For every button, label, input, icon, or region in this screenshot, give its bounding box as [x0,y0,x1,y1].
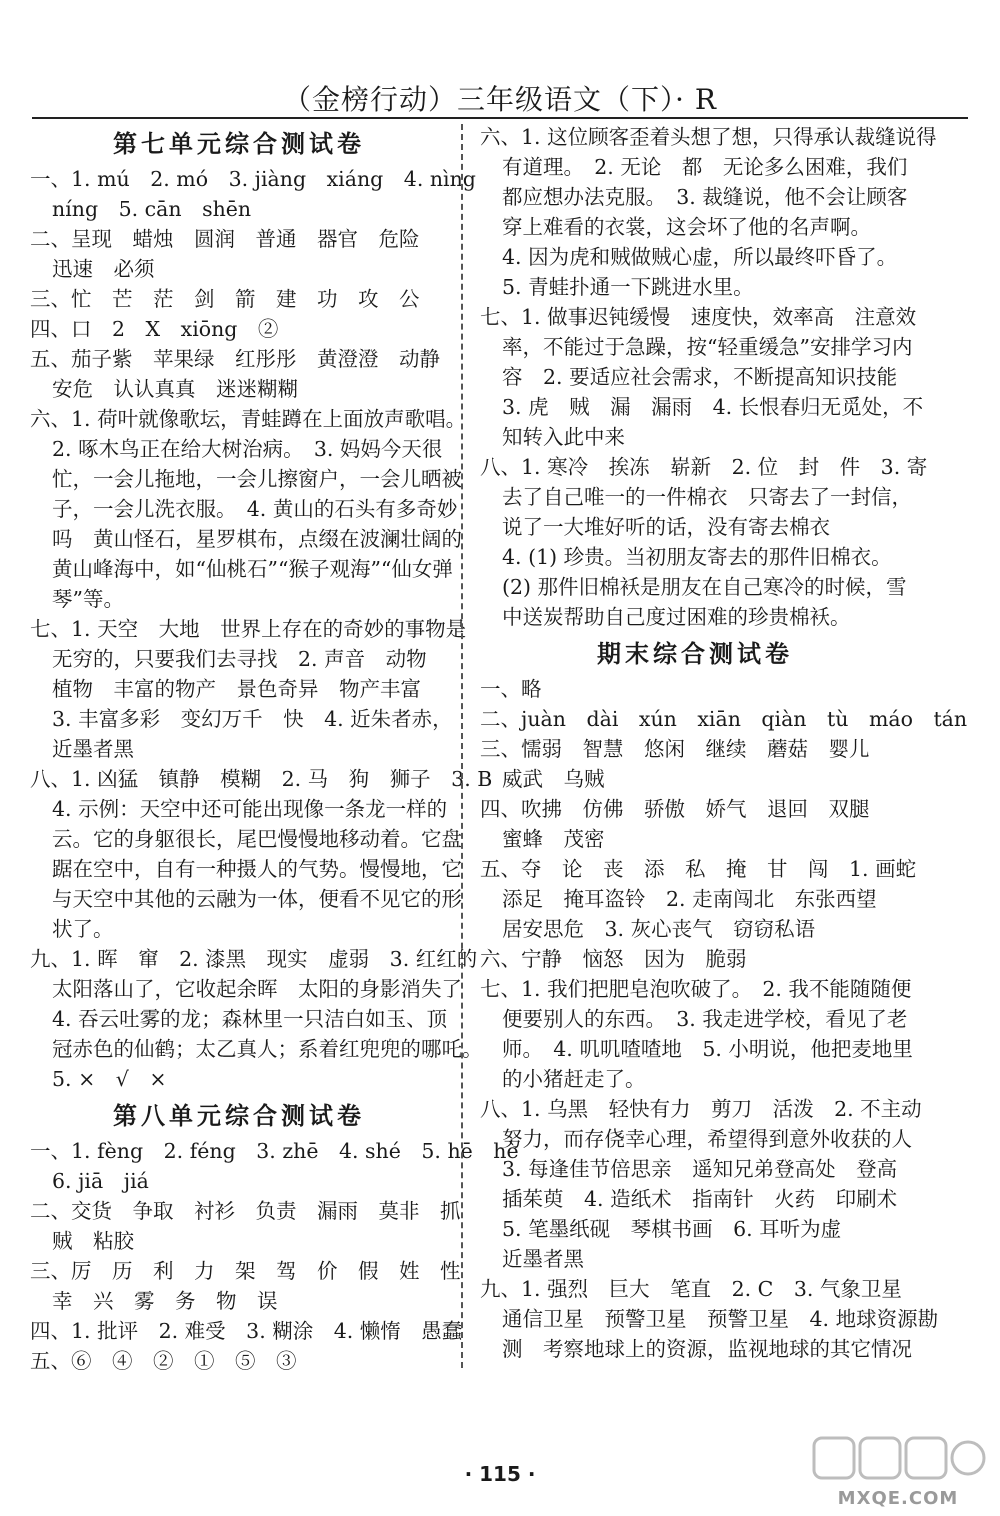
answer-line: 贼 粘胶 [52,1229,134,1253]
answer-line: 说了一大堆好听的话，没有寄去棉衣 [502,515,830,539]
section-body-unit8 [30,1136,519,1376]
answer-line: 4. (1) 珍贵。当初朋友寄去的那件旧棉衣。 [502,545,892,569]
page-number: · 115 · [464,1462,536,1486]
answer-line: 安危 认认真真 迷迷糊糊 [52,377,298,401]
answer-line: 知转入此中来 [502,425,625,449]
answer-line: 云。它的身躯很长，尾巴慢慢地移动着。它盘 [52,827,462,851]
answer-line: 去了自己唯一的一件棉衣 只寄去了一封信， [502,485,912,509]
answer-line: 五、⑥ ④ ② ① ⑤ ③ [30,1349,297,1373]
answer-line: 努力，而存侥幸心理，希望得到意外收获的人 [502,1127,912,1151]
answer-line: 植物 丰富的物产 景色奇异 物产丰富 [52,677,421,701]
section-body-unit7 [30,164,493,1094]
answer-line: (2) 那件旧棉袄是朋友在自己寒冷的时候，雪 [502,575,907,599]
watermark-logo [808,1432,988,1510]
answer-line: 琴”等。 [52,587,124,611]
section-body-final-exam [480,674,968,1364]
answer-line: 的小猪赶走了。 [502,1067,646,1091]
answer-line: 四、吹拂 仿佛 骄傲 娇气 退回 双腿 [480,797,870,821]
answer-line: 3. 每逢佳节倍思亲 遥知兄弟登高处 登高 [502,1157,898,1181]
answer-line: 有道理。 2. 无论 都 无论多么困难，我们 [502,155,908,179]
answer-line: 5. × √ × [52,1067,167,1091]
answer-line: 便要别人的东西。 3. 我走进学校，看见了老 [502,1007,908,1031]
answer-line: 四、口 2 X xiōng ② [30,317,279,341]
answer-line: 八、1. 寒冷 挨冻 崭新 2. 位 封 件 3. 寄 [480,455,928,479]
answer-line: 六、宁静 恼怒 因为 脆弱 [480,947,747,971]
answer-line: 4. 因为虎和贼做贼心虚，所以最终吓昏了。 [502,245,898,269]
answer-line: 添足 掩耳盗铃 2. 走南闯北 东张西望 [502,887,877,911]
answer-line: 七、1. 我们把肥皂泡吹破了。 2. 我不能随随便 [480,977,912,1001]
header-rule [32,117,968,119]
answer-line: 五、茄子紫 苹果绿 红彤彤 黄澄澄 动静 [30,347,440,371]
answer-line: 一、1. mú 2. mó 3. jiàng xiáng 4. nìng [30,167,476,191]
answer-line: 冠赤色的仙鹤；太乙真人；系着红兜兜的哪吒。 [52,1037,483,1061]
answer-line: 六、1. 荷叶就像歌坛，青蛙蹲在上面放声歌唱。 [30,407,467,431]
answer-line: 3. 丰富多彩 变幻万千 快 4. 近朱者赤， [52,707,453,731]
answer-line: 居安思危 3. 灰心丧气 窃窃私语 [502,917,816,941]
answer-line: 太阳落山了，它收起余晖 太阳的身影消失了 [52,977,462,1001]
answer-line: 踞在空中，自有一种摄人的气势。慢慢地，它 [52,857,462,881]
answer-line: 七、1. 天空 大地 世界上存在的奇妙的事物是 [30,617,467,641]
answer-line: 子，一会儿洗衣服。 4. 黄山的石头有多奇妙 [52,497,458,521]
answer-line: 容 2. 要适应社会需求，不断提高知识技能 [502,365,898,389]
answer-line: 吗 黄山怪石，星罗棋布，点缀在波澜壮阔的 [52,527,462,551]
answer-line: 中送炭帮助自己度过困难的珍贵棉袄。 [502,605,851,629]
answer-line: 三、懦弱 智慧 悠闲 继续 蘑菇 婴儿 [480,737,870,761]
answer-line: 通信卫星 预警卫星 预警卫星 4. 地球资源勘 [502,1307,939,1331]
answer-line: 忙，一会儿拖地，一会儿擦窗户，一会儿晒被 [52,467,462,491]
answer-line: 近墨者黑 [52,737,134,761]
answer-line: 2. 啄木鸟正在给大树治病。 3. 妈妈今天很 [52,437,443,461]
answer-line: 与天空中其他的云融为一体，便看不见它的形 [52,887,462,911]
right-column [480,122,968,1364]
answer-line: 5. 青蛙扑通一下跳进水里。 [502,275,754,299]
answer-line: 三、忙 芒 茫 剑 箭 建 功 攻 公 [30,287,420,311]
answer-line: 一、1. fèng 2. féng 3. zhē 4. shé 5. hē hè [30,1139,519,1163]
answer-line: 三、厉 历 利 力 架 驾 价 假 姓 性 [30,1259,461,1283]
answer-line: 六、1. 这位顾客歪着头想了想，只得承认裁缝说得 [480,125,937,149]
answer-line: níng 5. cān shēn [52,197,252,221]
answer-line: 五、夺 论 丧 添 私 掩 甘 闯 1. 画蛇 [480,857,917,881]
answer-line: 二、呈现 蜡烛 圆润 普通 器官 危险 [30,227,420,251]
watermark-text: MXQE.COM [837,1488,959,1509]
answer-line: 都应想办法克服。 3. 裁缝说，他不会让顾客 [502,185,908,209]
answer-line: 4. 吞云吐雾的龙；森林里一只洁白如玉、顶 [52,1007,448,1031]
answer-line: 穿上难看的衣裳，这会坏了他的名声啊。 [502,215,871,239]
answer-line: 率，不能过于急躁，按“轻重缓急”安排学习内 [502,335,913,359]
answer-line: 5. 笔墨纸砚 琴棋书画 6. 耳听为虚 [502,1217,842,1241]
answer-line: 九、1. 强烈 巨大 笔直 2. C 3. 气象卫星 [480,1277,902,1301]
answer-line: 测 考察地球上的资源，监视地球的其它情况 [502,1337,912,1361]
answer-line: 一、略 [480,677,542,701]
answer-line: 迅速 必须 [52,257,155,281]
answer-line: 师。 4. 叽叽喳喳地 5. 小明说，他把麦地里 [502,1037,913,1061]
section-title-unit7: 第七单元综合测试卷 [113,129,365,158]
answer-line: 插茱萸 4. 造纸术 指南针 火药 印刷术 [502,1187,898,1211]
answer-line: 八、1. 乌黑 轻快有力 剪刀 活泼 2. 不主动 [480,1097,922,1121]
answer-line: 二、交货 争取 衬衫 负责 漏雨 莫非 抓 [30,1199,461,1223]
section-title-final-exam: 期末综合测试卷 [597,639,793,668]
answer-line: 幸 兴 雾 务 物 误 [52,1289,278,1313]
column-divider [461,124,463,1368]
answer-line: 近墨者黑 [502,1247,584,1271]
watermark-stamp-icon [808,1432,988,1490]
answer-line: 状了。 [52,917,114,941]
answer-line: 八、1. 凶猛 镇静 模糊 2. 马 狗 狮子 3. B [30,767,493,791]
answer-line: 四、1. 批评 2. 难受 3. 糊涂 4. 懒惰 愚蠢 [30,1319,463,1343]
answer-line: 黄山峰海中，如“仙桃石”“猴子观海”“仙女弹 [52,557,453,581]
answer-line: 九、1. 晖 窜 2. 漆黑 现实 虚弱 3. 红红的 [30,947,478,971]
answer-line: 二、juàn dài xún xiān qiàn tù máo tán [480,707,968,731]
answer-line: 蜜蜂 茂密 [502,827,605,851]
page-header-title: （金榜行动）三年级语文（下）· R [283,83,717,116]
answer-line: 3. 虎 贼 漏 漏雨 4. 长恨春归无觅处，不 [502,395,924,419]
answer-line: 无穷的，只要我们去寻找 2. 声音 动物 [52,647,427,671]
answer-line: 6. jiā jiá [52,1169,149,1193]
section-title-unit8: 第八单元综合测试卷 [113,1101,365,1130]
section-body-unit8-continued [480,122,937,632]
answer-line: 4. 示例：天空中还可能出现像一条龙一样的 [52,797,448,821]
answer-line: 威武 乌贼 [502,767,605,791]
answer-line: 七、1. 做事迟钝缓慢 速度快，效率高 注意效 [480,305,917,329]
